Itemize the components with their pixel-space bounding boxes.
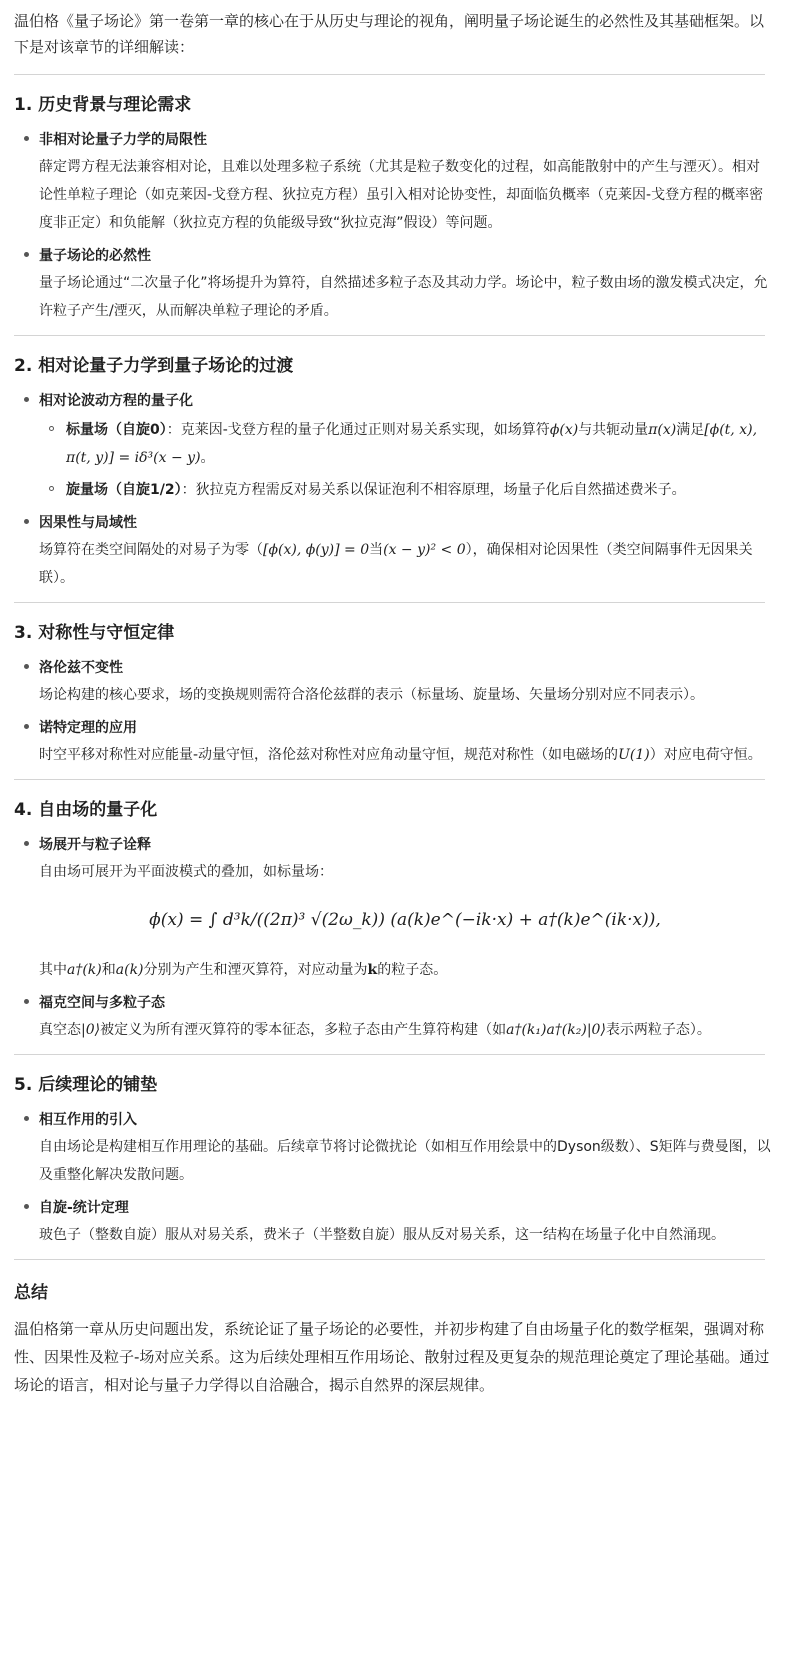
item-body: 自由场论是构建相互作用理论的基础。后续章节将讨论微扰论（如相互作用绘景中的Dyson级数）、S矩阵与费曼图，以及重整化解决发散问题。 [39,1139,771,1183]
math-inline: a†(k₁)a†(k₂)|0⟩ [506,1022,606,1038]
section-5-list [14,1107,771,1249]
item-title: 洛伦兹不变性 [39,660,123,676]
text: 分别为产生和湮灭算符，对应动量为 [143,962,368,978]
text: 被定义为所有湮灭算符的零本征态，多粒子态由产生算符构建（如 [100,1022,507,1038]
item-title: 相互作用的引入 [39,1112,137,1128]
sub-item-label: 旋量场（自旋1/2） [66,482,182,498]
text: 与共轭动量 [578,422,649,438]
item-title: 相对论波动方程的量子化 [39,393,193,409]
list-item [14,832,771,984]
text: 时空平移对称性对应能量-动量守恒，洛伦兹对称性对应角动量守恒，规范对称性（如电磁场的 [39,747,619,763]
item-title: 非相对论量子力学的局限性 [39,132,207,148]
math-inline: U(1) [618,747,650,763]
list-item [14,715,771,769]
display-equation: ϕ(x) = ∫ d³k/((2π)³ √(2ω_k)) (a(k)e^(−ik·x) + a†(k)e^(ik·x)), [149,910,661,930]
math-inline: [ϕ(x), ϕ(y)] = 0 [263,542,370,558]
item-body: 自由场可展开为平面波模式的叠加，如标量场： [39,864,333,880]
math-inline: a(k) [115,962,144,978]
list-item [14,127,771,237]
divider [14,335,765,336]
math-inline: |0⟩ [81,1022,101,1038]
section-3-list [14,655,771,769]
divider [14,74,765,75]
section-title-1: 1. 历史背景与理论需求 [14,95,192,115]
list-item [14,243,771,325]
divider [14,1054,765,1055]
section-title-4: 4. 自由场的量子化 [14,800,158,820]
text: 和 [101,962,116,978]
math-inline: [ϕ(t, x), π(t, y)] = iδ³(x − y) [66,422,758,466]
divider [14,602,765,603]
sub-list-item [39,416,771,472]
list-item [14,510,771,592]
section-title-3: 3. 对称性与守恒定律 [14,623,175,643]
math-inline: k [367,962,378,978]
section-4-list [14,832,771,1044]
item-body [39,536,771,592]
text: 满足 [676,422,705,438]
math-inline: (x − y)² < 0 [383,542,466,558]
intro-paragraph: 温伯格《量子场论》第一卷第一章的核心在于从历史与理论的视角，阐明量子场论诞生的必然性及其基础框架。以下是对该章节的详细解读： [14,12,765,56]
item-body: 玻色子（整数自旋）服从对易关系，费米子（半整数自旋）服从反对易关系，这一结构在场量子化中自然涌现。 [39,1227,725,1243]
item-title: 福克空间与多粒子态 [39,995,165,1011]
text: ），确保相对论因果性（类空间隔事件无因果关联）。 [39,542,753,586]
sub-list-item [39,476,771,504]
text: 。 [200,450,215,466]
item-title: 自旋-统计定理 [39,1200,129,1216]
section-title-2: 2. 相对论量子力学到量子场论的过渡 [14,356,294,376]
text: 的粒子态。 [377,962,448,978]
math-inline: π(x) [648,422,677,438]
text: 当 [369,542,384,558]
sub-item-label: 标量场（自旋0） [66,422,167,438]
section-2-list [14,388,771,592]
text: 其中 [39,962,67,978]
item-body: 场论构建的核心要求，场的变换规则需符合洛伦兹群的表示（标量场、旋量场、矢量场分别对应不同表示）。 [39,687,704,703]
sub-list [39,416,771,504]
item-body: 薛定谔方程无法兼容相对论，且难以处理多粒子系统（尤其是粒子数变化的过程，如高能散射中的产生与湮灭）。相对论性单粒子理论（如克莱因-戈登方程、狄拉克方程）虽引入相对论协变性，却面临负概率（克莱因-戈登方程的概率密度非正定）和负能解（狄拉克方程的负能级导致“狄拉克海”假设）等问题。 [39,159,764,231]
math-inline: ϕ(x) [549,422,579,438]
item-body [39,956,771,984]
text: 真空态 [39,1022,81,1038]
list-item [14,990,771,1044]
summary-title: 总结 [14,1283,48,1303]
item-title: 因果性与局域性 [39,515,137,531]
list-item [14,655,771,709]
item-title: 场展开与粒子诠释 [39,837,151,853]
item-title: 诺特定理的应用 [39,720,137,736]
list-item [14,1107,771,1189]
item-body: 量子场论通过“二次量子化”将场提升为算符，自然描述多粒子态及其动力学。场论中，粒子数由场的激发模式决定，允许粒子产生/湮灭，从而解决单粒子理论的矛盾。 [39,275,768,319]
divider [14,1259,765,1260]
item-title: 量子场论的必然性 [39,248,151,264]
item-body [39,741,771,769]
text: ）对应电荷守恒。 [649,747,762,763]
list-item [14,1195,771,1249]
text: 场算符在类空间隔处的对易子为零（ [39,542,263,558]
section-1-list [14,127,771,325]
section-title-5: 5. 后续理论的铺垫 [14,1075,158,1095]
text: ：狄拉克方程需反对易关系以保证泡利不相容原理，场量子化后自然描述费米子。 [181,482,686,498]
divider [14,779,765,780]
list-item [14,388,771,504]
text: ：克莱因-戈登方程的量子化通过正则对易关系实现，如场算符 [166,422,550,438]
item-body [39,1016,771,1044]
text: 表示两粒子态）。 [605,1022,711,1038]
math-inline: a†(k) [67,962,102,978]
summary-body: 温伯格第一章从历史问题出发，系统论证了量子场论的必要性，并初步构建了自由场量子化的数学框架，强调对称性、因果性及粒子-场对应关系。这为后续处理相互作用场论、散射过程及更复杂的规范理论奠定了理论基础。通过场论的语言，相对论与量子力学得以自洽融合，揭示自然界的深层规律。 [14,1320,770,1394]
